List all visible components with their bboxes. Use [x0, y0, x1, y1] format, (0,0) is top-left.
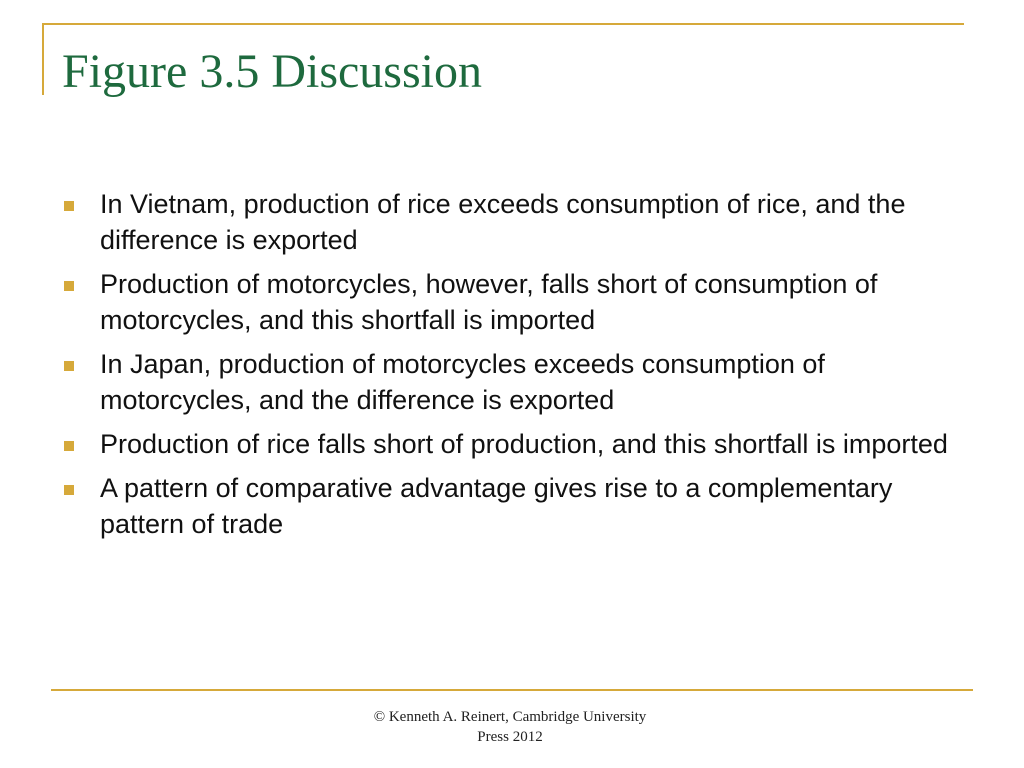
footer-line-2: Press 2012 — [477, 729, 543, 745]
slide-title: Figure 3.5 Discussion — [62, 45, 482, 98]
copyright-footer — [300, 707, 720, 747]
top-divider — [42, 23, 964, 25]
bullet-item — [62, 470, 972, 542]
bullet-item — [62, 426, 972, 462]
bullet-text: In Vietnam, production of rice exceeds consumption of rice, and the difference is exported — [100, 189, 906, 255]
bottom-divider — [51, 689, 973, 691]
left-accent-bar — [42, 23, 44, 95]
footer-line-1: © Kenneth A. Reinert, Cambridge University — [373, 709, 647, 725]
bullet-text: Production of rice falls short of production, and this shortfall is imported — [100, 429, 948, 459]
bullet-item — [62, 346, 972, 418]
bullet-item — [62, 186, 972, 258]
square-bullet-icon — [64, 485, 74, 495]
bullet-text: Production of motorcycles, however, falls short of consumption of motorcycles, and this shortfall is imported — [100, 269, 878, 335]
bullet-text: A pattern of comparative advantage gives rise to a complementary pattern of trade — [100, 473, 893, 539]
bullet-list — [62, 186, 972, 550]
square-bullet-icon — [64, 281, 74, 291]
square-bullet-icon — [64, 441, 74, 451]
bullet-text: In Japan, production of motorcycles exceeds consumption of motorcycles, and the difference is exported — [100, 349, 825, 415]
bullet-item — [62, 266, 972, 338]
square-bullet-icon — [64, 201, 74, 211]
square-bullet-icon — [64, 361, 74, 371]
